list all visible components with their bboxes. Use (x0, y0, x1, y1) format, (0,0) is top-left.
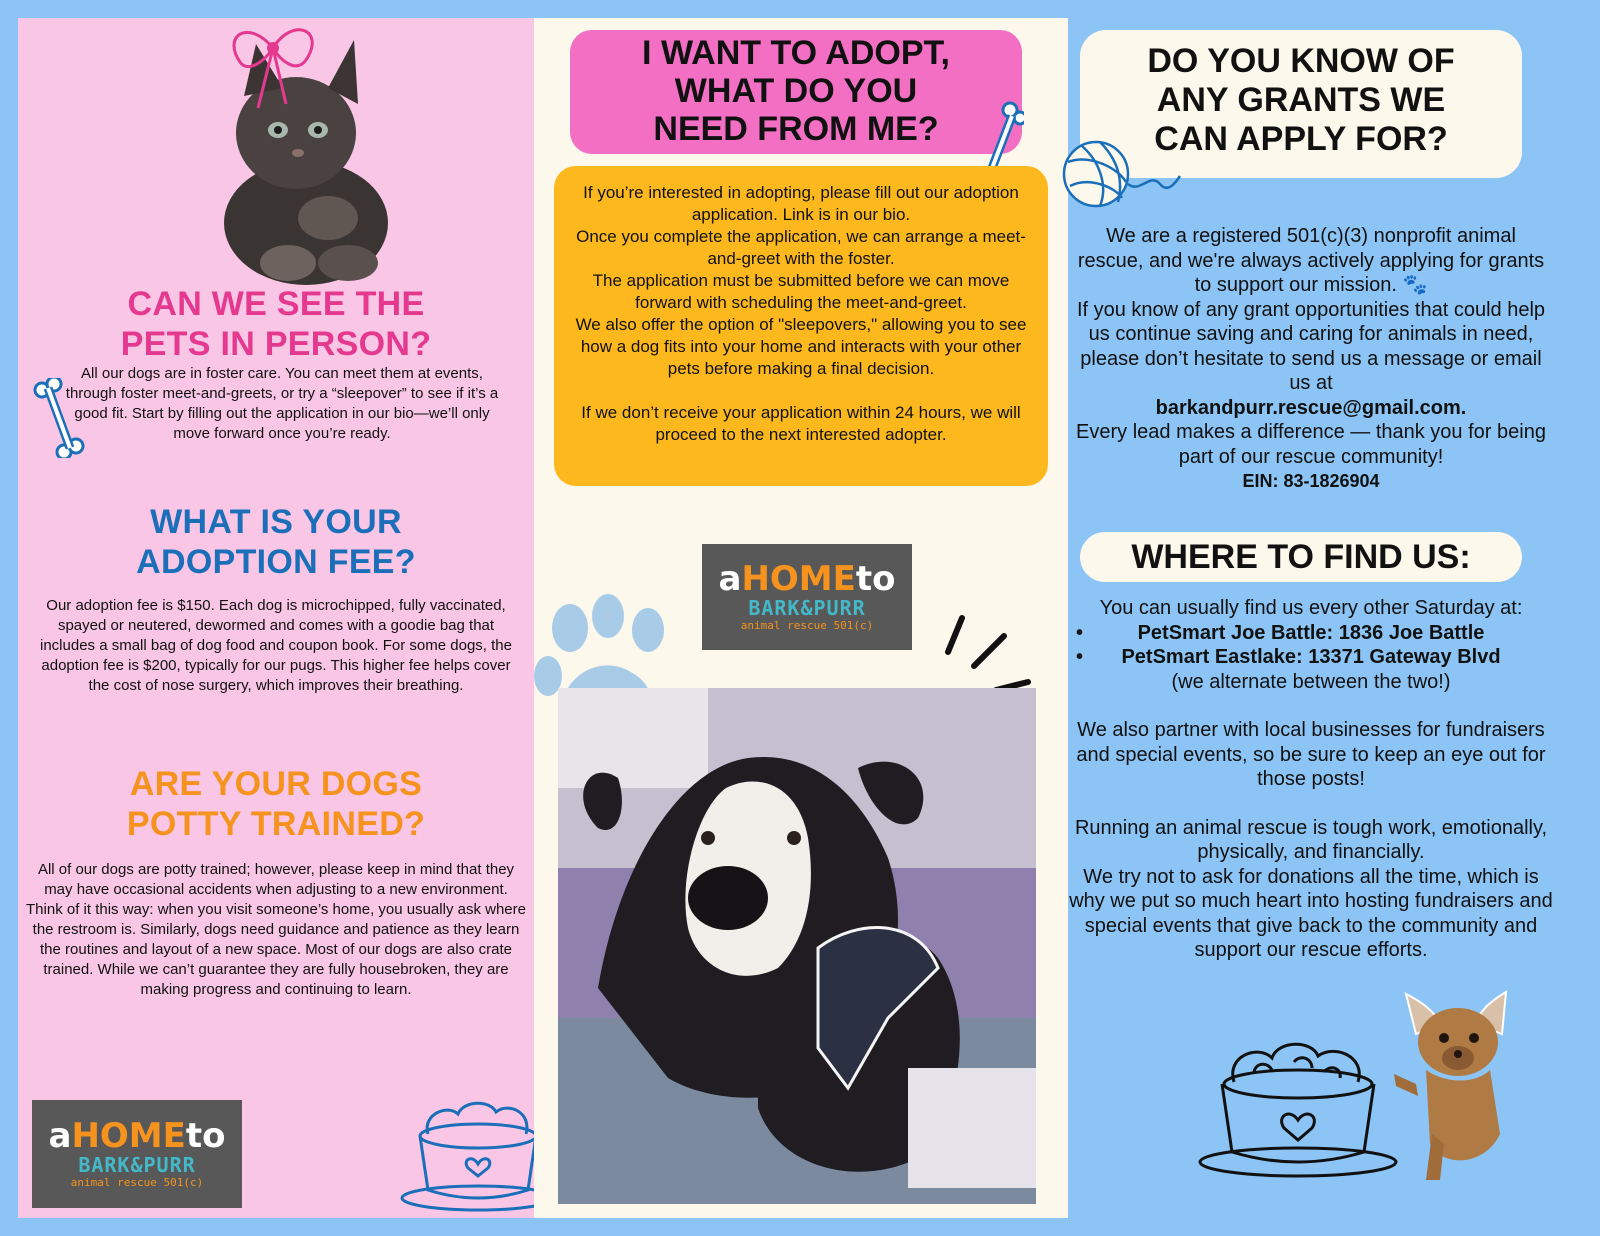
food-bowl-icon (1194, 1032, 1404, 1182)
heading-line: ADOPTION FEE? (136, 543, 416, 581)
logo-line-2: BARK&PURR (78, 1153, 196, 1177)
ein-number: EIN: 83-1826904 (1242, 471, 1380, 491)
location-item: • PetSmart Joe Battle: 1836 Joe Battle (1068, 621, 1554, 646)
logo-line-1 (719, 561, 896, 597)
partner-paragraph: We also partner with local businesses for fundraisers and special events, so be sure to keep an eye out for those posts! (1076, 719, 1546, 790)
title-line: DO YOU KNOW OF (1147, 42, 1455, 80)
find-intro: You can usually find us every other Saturday at: (1099, 597, 1523, 619)
rescue-logo (32, 1100, 242, 1208)
heading-line: WHAT IS YOUR (150, 503, 402, 541)
grants-text (1074, 224, 1548, 494)
logo-home: HOME (741, 559, 856, 599)
find-us-title: WHERE TO FIND US: (1080, 532, 1522, 582)
right-panel (1068, 0, 1600, 1236)
location-item: • PetSmart Eastlake: 13371 Gateway Blvd (1068, 645, 1554, 670)
adopt-paragraph: If you’re interested in adopting, please fill out our adoption application. Link is in our bio. (583, 183, 1019, 224)
location-list (1068, 621, 1554, 670)
heading-adoption-fee (18, 502, 534, 582)
logo-line-3: animal rescue 501(c) (70, 1176, 204, 1189)
logo-to: to (185, 1116, 226, 1156)
dog-photo (558, 688, 1036, 1204)
email-link[interactable]: barkandpurr.rescue@gmail.com. (1155, 396, 1467, 419)
adopt-info-box (554, 166, 1048, 486)
donations-paragraph: We try not to ask for donations all the time, which is why we put so much heart into hosting fundraisers and special events that give back to the community and support our rescue efforts. (1069, 865, 1553, 961)
answer-potty-trained: All of our dogs are potty trained; however, please keep in mind that they may have occasional accidents when adjusting to a new environment. Think of it this way: when you visit someone’s home, you usually ask where the restroom is. Similarly, dogs need guidance and patience as they learn the routines and layout of a new space. Most of our dogs are also crate trained. While we can’t guarantee they are fully housebroken, they are making progress and continuing to learn. (26, 861, 526, 998)
grants-paragraph: If you know of any grant opportunities that could help us continue saving and caring for animals in need, please don’t hesitate to send us a message or email us at (1076, 298, 1546, 394)
title-line: I WANT TO ADOPT, (642, 34, 950, 72)
title-line: WHAT DO YOU (674, 72, 918, 110)
rescue-logo (702, 544, 912, 650)
running-paragraph: Running an animal rescue is tough work, emotionally, physically, and financially. (1074, 816, 1548, 863)
adopt-paragraph: If we don’t receive your application within 24 hours, we will proceed to the next interested adopter. (581, 403, 1021, 444)
logo-line-1 (49, 1118, 226, 1154)
adopt-paragraph: We also offer the option of "sleepovers," allowing you to see how a dog fits into your home and interacts with your other pets before making a final decision. (575, 315, 1027, 378)
logo-line-2: BARK&PURR (748, 596, 866, 620)
left-panel (18, 18, 534, 1218)
answer-adoption-fee: Our adoption fee is $150. Each dog is microchipped, fully vaccinated, spayed or neutered, dewormed and comes with a goodie bag that includes a small bag of dog food and coupon book. For some dogs, the adoption fee is $200, typically for our pugs. This higher fee helps cover the cost of nose surgery, which improves their breathing. (40, 597, 512, 694)
bow-icon (218, 18, 328, 113)
title-line: CAN APPLY FOR? (1154, 120, 1448, 158)
heading-line: ARE YOUR DOGS (129, 765, 423, 803)
grants-paragraph: Every lead makes a difference — thank you for being part of our rescue community! (1076, 421, 1546, 468)
logo-to: to (855, 559, 896, 599)
logo-line-3: animal rescue 501(c) (740, 619, 874, 632)
heading-line: POTTY TRAINED? (126, 805, 426, 843)
alternate-note: (we alternate between the two!) (1171, 670, 1451, 693)
adopt-paragraph: The application must be submitted before we can move forward with scheduling the meet-and-greet. (592, 271, 1010, 312)
logo-a: a (48, 1116, 72, 1156)
find-us-text (1068, 596, 1554, 963)
middle-panel (534, 18, 1068, 1218)
logo-a: a (718, 559, 742, 599)
grants-paragraph: We are a registered 501(c)(3) nonprofit animal rescue, and we're always actively applying for grants to support our mission. 🐾 (1077, 225, 1545, 296)
title-line: NEED FROM ME? (653, 110, 939, 148)
answer-see-pets: All our dogs are in foster care. You can meet them at events, through foster meet-and-greets, or try a “sleepover” to see if it’s a good fit. Start by filling out the application in our bio—we’ll only move forward once you’re ready. (65, 365, 499, 442)
heading-potty-trained (18, 764, 534, 844)
yarn-ball-icon (1060, 132, 1184, 218)
chihuahua-photo (1386, 974, 1536, 1184)
heading-see-pets (18, 284, 534, 364)
logo-home: HOME (71, 1116, 186, 1156)
title-line: ANY GRANTS WE (1156, 81, 1446, 119)
heading-line: CAN WE SEE THE (127, 285, 425, 323)
adopt-paragraph: Once you complete the application, we can arrange a meet-and-greet with the foster. (576, 227, 1026, 268)
adopt-title (570, 30, 1022, 154)
heading-line: PETS IN PERSON? (120, 325, 432, 363)
